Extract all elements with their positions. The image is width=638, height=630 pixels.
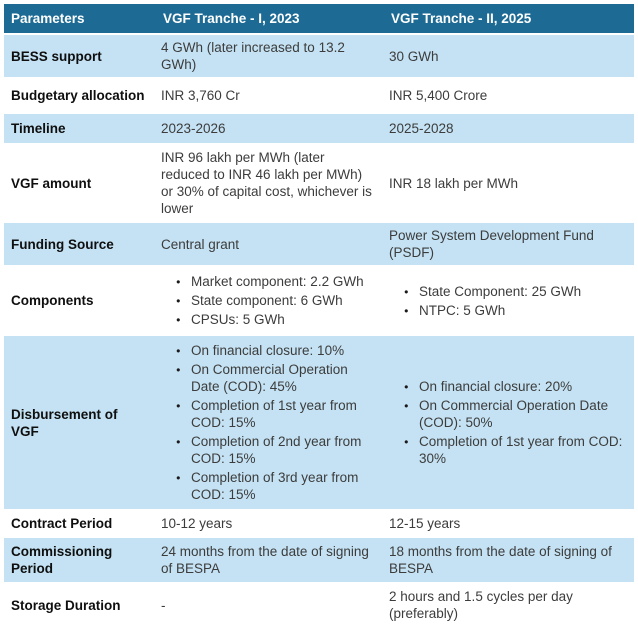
table-row-vgf-amount	[4, 145, 634, 221]
row-label: BESS support	[4, 35, 156, 77]
row-label: VGF amount	[4, 145, 156, 221]
tranche2-bullet-list	[389, 378, 624, 467]
tranche1-value: INR 96 lakh per MWh (later reduced to INR 46 lakh per MWh) or 30% of capital cost, whichever is lower	[156, 145, 384, 221]
bullet-item: ● CPSUs: 5 GWh	[175, 311, 374, 328]
tranche2-value: 2 hours and 1.5 cycles per day (preferably)	[384, 584, 634, 626]
table-header-row	[4, 4, 634, 33]
tranche2-value: 18 months from the date of signing of BESPA	[384, 538, 634, 582]
row-label: Components	[4, 267, 156, 334]
table-row-budgetary-allocation	[4, 79, 634, 112]
tranche1-value: 24 months from the date of signing of BESPA	[156, 538, 384, 582]
table-row-commissioning-period	[4, 538, 634, 582]
column-header-parameters: Parameters	[4, 4, 156, 33]
tranche2-bullet-list	[389, 283, 624, 319]
tranche1-value: 2023-2026	[156, 114, 384, 143]
table-row-components	[4, 267, 634, 334]
row-label: Budgetary allocation	[4, 79, 156, 112]
tranche1-value: INR 3,760 Cr	[156, 79, 384, 112]
tranche2-value: 30 GWh	[384, 35, 634, 77]
tranche1-bullet-list	[161, 273, 374, 328]
bullet-item: ● On financial closure: 20%	[403, 378, 624, 395]
table-row-bess-support	[4, 35, 634, 77]
bullet-item: ● Completion of 2nd year from COD: 15%	[175, 433, 374, 467]
column-header-tranche2: VGF Tranche - II, 2025	[384, 4, 634, 33]
table-row-timeline	[4, 114, 634, 143]
tranche2-value: INR 18 lakh per MWh	[384, 145, 634, 221]
row-label: Storage Duration	[4, 584, 156, 626]
bullet-item: ● State component: 6 GWh	[175, 292, 374, 309]
tranche2-value	[384, 336, 634, 509]
tranche1-bullet-list	[161, 342, 374, 503]
row-label: Timeline	[4, 114, 156, 143]
tranche1-value	[156, 336, 384, 509]
bullet-item: ● NTPC: 5 GWh	[403, 302, 624, 319]
tranche2-value: Power System Development Fund (PSDF)	[384, 223, 634, 265]
tranche2-value: 12-15 years	[384, 511, 634, 536]
tranche2-value: INR 5,400 Crore	[384, 79, 634, 112]
tranche2-value	[384, 267, 634, 334]
tranche1-value	[156, 267, 384, 334]
bullet-item: ● Completion of 1st year from COD: 30%	[403, 433, 624, 467]
tranche1-value: 4 GWh (later increased to 13.2 GWh)	[156, 35, 384, 77]
tranche2-value: 2025-2028	[384, 114, 634, 143]
bullet-item: ● Market component: 2.2 GWh	[175, 273, 374, 290]
table-row-disbursement-of-vgf	[4, 336, 634, 509]
table-row-contract-period	[4, 511, 634, 536]
bullet-item: ● On Commercial Operation Date (COD): 50%	[403, 397, 624, 431]
row-label: Commissioning Period	[4, 538, 156, 582]
tranche1-value: -	[156, 584, 384, 626]
tranche1-value: 10-12 years	[156, 511, 384, 536]
table-row-funding-source	[4, 223, 634, 265]
column-header-tranche1: VGF Tranche - I, 2023	[156, 4, 384, 33]
bullet-item: ● Completion of 3rd year from COD: 15%	[175, 469, 374, 503]
table-row-storage-duration	[4, 584, 634, 626]
bullet-item: ● On Commercial Operation Date (COD): 45%	[175, 361, 374, 395]
bullet-item: ● On financial closure: 10%	[175, 342, 374, 359]
bullet-item: ● State Component: 25 GWh	[403, 283, 624, 300]
row-label: Disbursement of VGF	[4, 336, 156, 509]
row-label: Funding Source	[4, 223, 156, 265]
vgf-comparison-table	[4, 2, 634, 628]
tranche1-value: Central grant	[156, 223, 384, 265]
bullet-item: ● Completion of 1st year from COD: 15%	[175, 397, 374, 431]
row-label: Contract Period	[4, 511, 156, 536]
